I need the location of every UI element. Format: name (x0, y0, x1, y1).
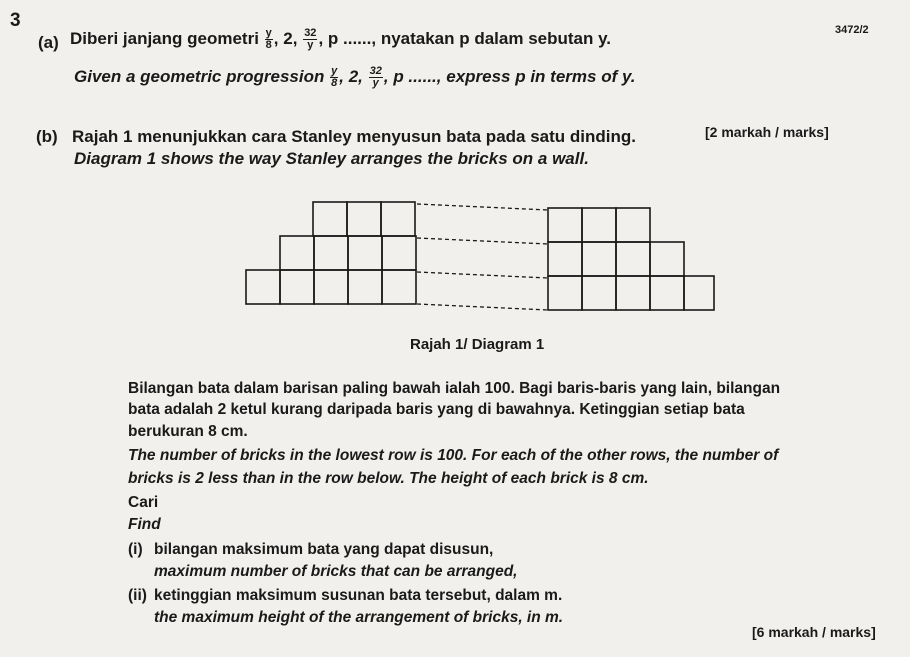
brick (650, 276, 684, 310)
term-p: p ......, (327, 28, 377, 48)
q2-label: (ii) (128, 587, 147, 604)
find-label: Find (128, 516, 161, 533)
brick (548, 242, 582, 276)
part-b-marks: [6 markah / marks] (752, 624, 876, 640)
brick (650, 242, 684, 276)
term-p-en: p ......, (393, 66, 442, 86)
part-a-malay-prefix: Diberi janjang geometri (70, 28, 259, 48)
part-a-label: (a) (38, 33, 59, 52)
brick (582, 208, 616, 242)
diagram-caption: Rajah 1/ Diagram 1 (410, 336, 545, 353)
brick (280, 236, 314, 270)
brick (348, 270, 382, 304)
part-a-malay-line: Diberi janjang geometri $\frac{y}{8}$ , 2, $\frac{32}{y}$ , p ......, nyatakan p dalam sebutan y. (70, 27, 612, 51)
part-a-english-line: Given a geometric progression $\frac{y}{8}$ , 2, $\frac{32}{y}$ , p ......, express p in terms of y. (74, 65, 636, 89)
para-english-2: bricks is 2 less than in the row below. The height of each brick is 8 cm. (128, 470, 649, 487)
brick (313, 202, 347, 236)
brick (381, 202, 415, 236)
brick (280, 270, 314, 304)
brick (548, 276, 582, 310)
q2-malay: ketinggian maksimum susunan bata tersebut, dalam m. (154, 587, 563, 604)
fraction-y-over-8-en: $\frac{y}{8}$ (331, 65, 338, 89)
brick (246, 270, 280, 304)
dashed-continuation (417, 204, 548, 210)
dashed-continuation (417, 238, 548, 244)
dashed-continuation (417, 304, 548, 310)
part-a-marks: [2 markah / marks] (705, 124, 829, 140)
brick (616, 242, 650, 276)
question-number: 3 (10, 10, 21, 31)
paper-code: 3472/2 (835, 24, 869, 36)
brick (382, 236, 416, 270)
brick (616, 208, 650, 242)
part-a-english-prefix: Given a geometric progression (74, 66, 325, 86)
brick (347, 202, 381, 236)
brick (348, 236, 382, 270)
para-malay-2: bata adalah 2 ketul kurang daripada baris yang di bawahnya. Ketinggian setiap bata (128, 401, 745, 418)
part-b-intro-malay: Rajah 1 menunjukkan cara Stanley menyusun bata pada satu dinding. (72, 127, 636, 146)
brick (314, 236, 348, 270)
dashed-continuation (417, 272, 548, 278)
para-english-1: The number of bricks in the lowest row is 100. For each of the other rows, the number of (128, 447, 779, 464)
fraction-32-over-y-en: $\frac{32}{y}$ (369, 65, 382, 89)
q2-english: the maximum height of the arrangement of bricks, in m. (154, 609, 564, 626)
part-b-label: (b) (36, 127, 58, 146)
part-a-malay-suffix: nyatakan p dalam sebutan y. (380, 28, 612, 48)
brick (684, 276, 714, 310)
fraction-32-over-y: $\frac{32}{y}$ (304, 27, 317, 51)
brick (582, 242, 616, 276)
part-a-english-suffix: express p in terms of y. (446, 66, 636, 86)
fraction-y-over-8: $\frac{y}{8}$ (265, 27, 272, 51)
term-2-en: 2, (348, 66, 363, 86)
brick (548, 208, 582, 242)
brick (616, 276, 650, 310)
q1-malay: bilangan maksimum bata yang dapat disusun, (154, 541, 494, 558)
brick (314, 270, 348, 304)
term-2: 2, (283, 28, 298, 48)
q1-english: maximum number of bricks that can be arranged, (154, 563, 518, 580)
para-malay-1: Bilangan bata dalam barisan paling bawah ialah 100. Bagi baris-baris yang lain, bilangan (128, 380, 781, 397)
brick (582, 276, 616, 310)
q1-label: (i) (128, 541, 143, 558)
para-malay-3: berukuran 8 cm. (128, 423, 248, 440)
part-b-intro-english: Diagram 1 shows the way Stanley arranges the bricks on a wall. (74, 149, 589, 168)
cari-label: Cari (128, 494, 159, 511)
brick (382, 270, 416, 304)
